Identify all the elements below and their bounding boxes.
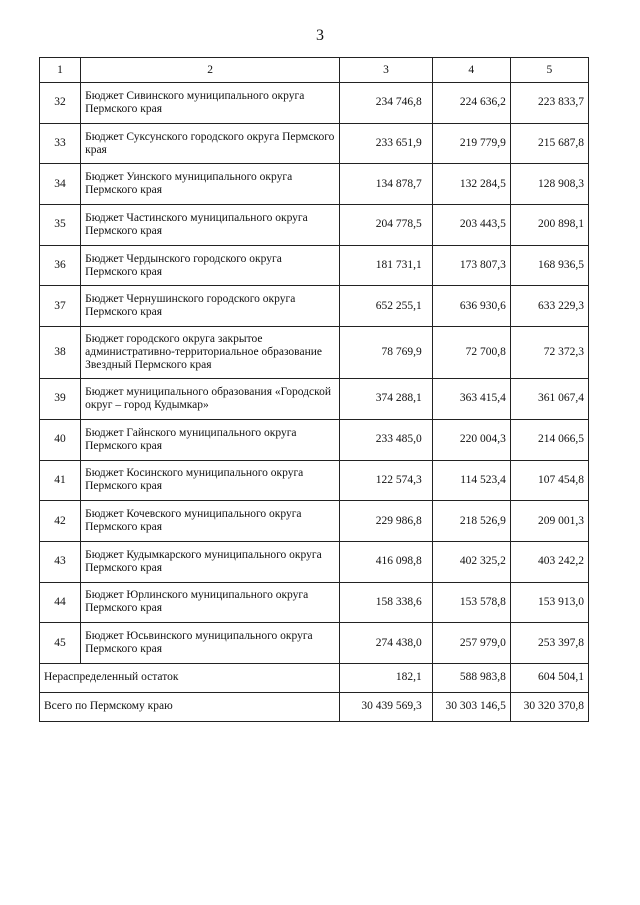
value-col-5: 215 687,8	[510, 123, 588, 164]
column-header-5: 5	[510, 58, 588, 83]
unallocated-label: Нераспределенный остаток	[40, 663, 340, 692]
row-number: 37	[40, 286, 81, 327]
table-row	[40, 501, 589, 542]
value-col-5: 128 908,3	[510, 164, 588, 205]
budget-name: Бюджет Сивинского муниципального округа Пермского края	[81, 83, 340, 124]
value-col-4: 636 930,6	[432, 286, 510, 327]
row-number: 34	[40, 164, 81, 205]
budget-name: Бюджет Чердынского городского округа Пермского края	[81, 245, 340, 286]
value-col-3: 181 731,1	[340, 245, 433, 286]
table-row	[40, 83, 589, 124]
value-col-3: 374 288,1	[340, 379, 433, 420]
budget-table	[39, 57, 589, 722]
table-row	[40, 123, 589, 164]
table-row	[40, 460, 589, 501]
unallocated-col-4: 588 983,8	[432, 663, 510, 692]
table-row	[40, 205, 589, 246]
table-row	[40, 286, 589, 327]
total-row	[40, 692, 589, 721]
row-number: 39	[40, 379, 81, 420]
row-number: 41	[40, 460, 81, 501]
value-col-4: 257 979,0	[432, 623, 510, 664]
budget-name: Бюджет Частинского муниципального округа Пермского края	[81, 205, 340, 246]
value-col-5: 153 913,0	[510, 582, 588, 623]
row-number: 44	[40, 582, 81, 623]
value-col-3: 274 438,0	[340, 623, 433, 664]
column-header-1: 1	[40, 58, 81, 83]
value-col-3: 416 098,8	[340, 541, 433, 582]
table-row	[40, 245, 589, 286]
budget-name: Бюджет Кочевского муниципального округа Пермского края	[81, 501, 340, 542]
total-col-4: 30 303 146,5	[432, 692, 510, 721]
total-label: Всего по Пермскому краю	[40, 692, 340, 721]
value-col-4: 402 325,2	[432, 541, 510, 582]
column-header-3: 3	[340, 58, 433, 83]
budget-name: Бюджет Косинского муниципального округа Пермского края	[81, 460, 340, 501]
total-col-3: 30 439 569,3	[340, 692, 433, 721]
value-col-4: 72 700,8	[432, 327, 510, 379]
row-number: 40	[40, 419, 81, 460]
value-col-5: 253 397,8	[510, 623, 588, 664]
row-number: 38	[40, 327, 81, 379]
budget-name: Бюджет городского округа закрытое административно-территориальное образование Звездный Пермского края	[81, 327, 340, 379]
value-col-3: 134 878,7	[340, 164, 433, 205]
value-col-4: 114 523,4	[432, 460, 510, 501]
row-number: 33	[40, 123, 81, 164]
value-col-3: 652 255,1	[340, 286, 433, 327]
value-col-5: 223 833,7	[510, 83, 588, 124]
value-col-4: 132 284,5	[432, 164, 510, 205]
column-header-2: 2	[81, 58, 340, 83]
value-col-5: 107 454,8	[510, 460, 588, 501]
value-col-5: 361 067,4	[510, 379, 588, 420]
value-col-4: 153 578,8	[432, 582, 510, 623]
value-col-5: 209 001,3	[510, 501, 588, 542]
row-number: 45	[40, 623, 81, 664]
value-col-3: 78 769,9	[340, 327, 433, 379]
value-col-5: 168 936,5	[510, 245, 588, 286]
value-col-3: 229 986,8	[340, 501, 433, 542]
value-col-3: 234 746,8	[340, 83, 433, 124]
value-col-3: 122 574,3	[340, 460, 433, 501]
budget-name: Бюджет Кудымкарского муниципального округа Пермского края	[81, 541, 340, 582]
budget-name: Бюджет Уинского муниципального округа Пермского края	[81, 164, 340, 205]
total-col-5: 30 320 370,8	[510, 692, 588, 721]
value-col-5: 633 229,3	[510, 286, 588, 327]
budget-name: Бюджет Юрлинского муниципального округа Пермского края	[81, 582, 340, 623]
unallocated-col-5: 604 504,1	[510, 663, 588, 692]
value-col-4: 219 779,9	[432, 123, 510, 164]
table-row	[40, 623, 589, 664]
value-col-4: 203 443,5	[432, 205, 510, 246]
budget-name: Бюджет Юсьвинского муниципального округа Пермского края	[81, 623, 340, 664]
value-col-4: 218 526,9	[432, 501, 510, 542]
row-number: 43	[40, 541, 81, 582]
value-col-3: 204 778,5	[340, 205, 433, 246]
table-row	[40, 541, 589, 582]
row-number: 42	[40, 501, 81, 542]
value-col-4: 220 004,3	[432, 419, 510, 460]
row-number: 36	[40, 245, 81, 286]
row-number: 32	[40, 83, 81, 124]
budget-name: Бюджет Суксунского городского округа Пермского края	[81, 123, 340, 164]
value-col-3: 158 338,6	[340, 582, 433, 623]
table-header-row	[40, 58, 589, 83]
budget-name: Бюджет Гайнского муниципального округа Пермского края	[81, 419, 340, 460]
value-col-5: 403 242,2	[510, 541, 588, 582]
row-number: 35	[40, 205, 81, 246]
value-col-3: 233 651,9	[340, 123, 433, 164]
value-col-4: 363 415,4	[432, 379, 510, 420]
value-col-5: 72 372,3	[510, 327, 588, 379]
unallocated-row	[40, 663, 589, 692]
table-row	[40, 379, 589, 420]
value-col-3: 233 485,0	[340, 419, 433, 460]
value-col-4: 173 807,3	[432, 245, 510, 286]
budget-name: Бюджет муниципального образования «Городской округ – город Кудымкар»	[81, 379, 340, 420]
table-row	[40, 582, 589, 623]
value-col-4: 224 636,2	[432, 83, 510, 124]
value-col-5: 200 898,1	[510, 205, 588, 246]
column-header-4: 4	[432, 58, 510, 83]
unallocated-col-3: 182,1	[340, 663, 433, 692]
value-col-5: 214 066,5	[510, 419, 588, 460]
table-row	[40, 164, 589, 205]
table-row	[40, 419, 589, 460]
budget-name: Бюджет Чернушинского городского округа Пермского края	[81, 286, 340, 327]
page-number: 3	[316, 27, 324, 44]
table-row	[40, 327, 589, 379]
